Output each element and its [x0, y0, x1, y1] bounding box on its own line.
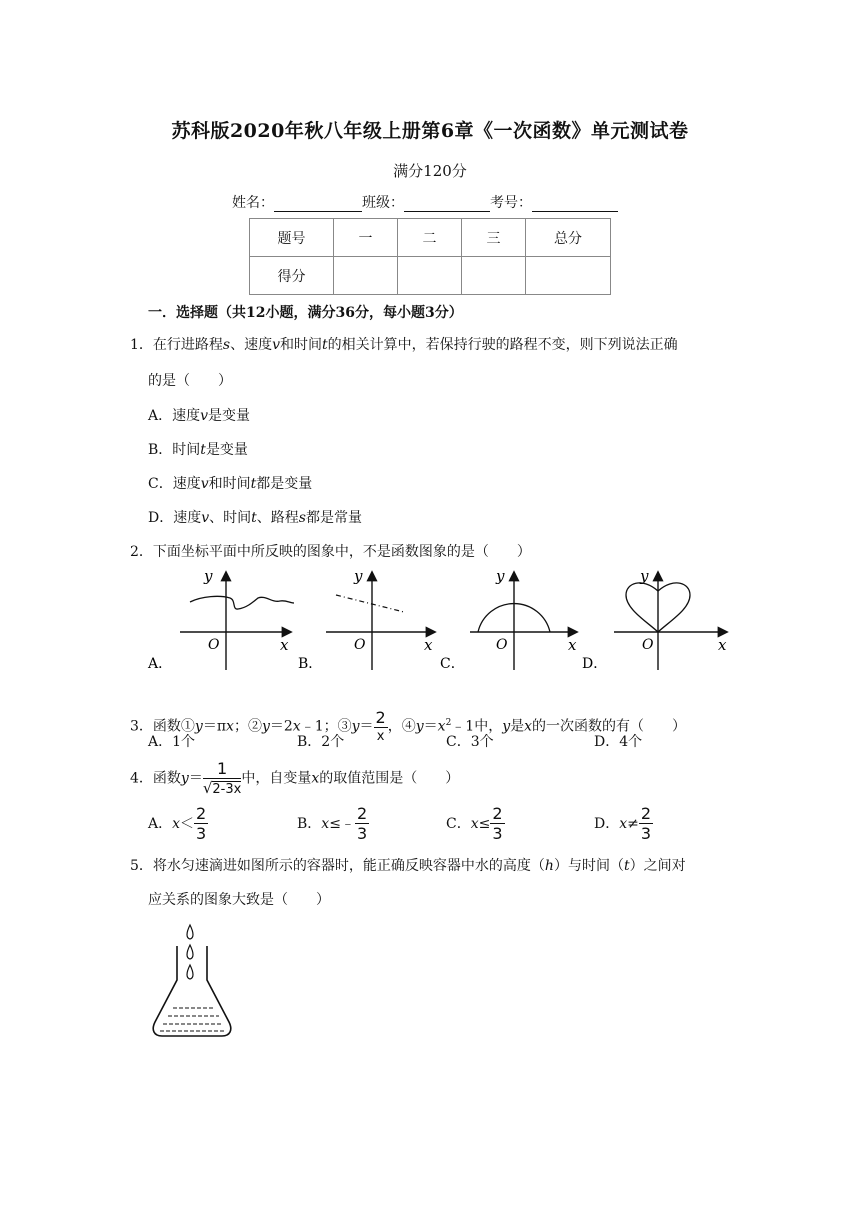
fraction: $\frac{2}{x}$ — [375, 708, 386, 744]
student-info — [232, 192, 618, 212]
graph-d[interactable] — [582, 567, 727, 672]
question-1-line2: 的是（ ） — [148, 373, 232, 389]
graph-d-label: D． — [582, 656, 608, 672]
q3-option-c[interactable]: C．3个 — [446, 734, 494, 750]
flask-outline — [153, 946, 231, 1036]
table-row — [250, 219, 611, 257]
name-blank[interactable] — [274, 197, 362, 212]
x-axis-label: x — [280, 636, 289, 654]
drop-icon — [187, 965, 193, 979]
flask-figure — [145, 920, 245, 1045]
graph-a[interactable] — [147, 567, 294, 672]
table-row — [250, 257, 611, 295]
q4-option-d[interactable]: D．x≠ $\frac{2}{3}$ — [594, 804, 652, 843]
section-heading: 一．选择题（共12小题，满分36分，每小题3分） — [148, 305, 463, 321]
q1-option-d[interactable]: D．速度v、时间t、路程s都是常量 — [148, 510, 362, 526]
question-5: 5．将水匀速滴进如图所示的容器时，能正确反映容器中水的高度（h）与时间（t）之间对 — [130, 858, 686, 874]
score-cell[interactable] — [462, 257, 526, 295]
x-axis-label: x — [718, 636, 727, 654]
question-1: 1．在行进路程s、速度v和时间t的相关计算中，若保持行驶的路程不变，则下列说法正确 — [130, 337, 678, 353]
score-cell[interactable] — [398, 257, 462, 295]
graph-b[interactable] — [298, 567, 434, 672]
graph-a-label: A． — [148, 656, 173, 672]
x-axis-label: x — [424, 636, 433, 654]
origin-label: O — [354, 637, 366, 653]
origin-label: O — [642, 637, 654, 653]
table-cell: 二 — [398, 219, 462, 257]
table-cell: 题号 — [250, 219, 334, 257]
score-cell[interactable] — [526, 257, 611, 295]
q3-option-d[interactable]: D．4个 — [594, 734, 643, 750]
x-axis-label: x — [568, 636, 577, 654]
y-axis-label: y — [204, 567, 213, 585]
fraction: $\frac{1}{√2-3x}$ — [202, 759, 242, 797]
page-title: 苏科版2020年秋八年级上册第6章《一次函数》单元测试卷 — [171, 120, 689, 142]
graph-c-label: C． — [440, 656, 465, 672]
drop-icon — [187, 925, 193, 939]
graph-c[interactable] — [440, 567, 577, 672]
table-cell: 三 — [462, 219, 526, 257]
question-5-line2: 应关系的图象大致是（ ） — [148, 892, 330, 908]
score-cell[interactable] — [334, 257, 398, 295]
y-axis-label: y — [354, 567, 363, 585]
q4-option-b[interactable]: B．x≤﹣ $\frac{2}{3}$ — [297, 804, 368, 843]
q1-option-b[interactable]: B．时间t是变量 — [148, 442, 248, 458]
q1-option-a[interactable]: A．速度v是变量 — [148, 408, 251, 424]
class-label: 班级： — [362, 195, 404, 211]
q1-option-c[interactable]: C．速度v和时间t都是变量 — [148, 476, 313, 492]
table-cell: 得分 — [250, 257, 334, 295]
q3-option-b[interactable]: B．2个 — [297, 734, 345, 750]
exam-no-blank[interactable] — [532, 197, 618, 212]
q2-graphs — [140, 565, 770, 675]
question-2: 2．下面坐标平面中所反映的图象中，不是函数图象的是（ ） — [130, 544, 531, 560]
question-4: 4．函数y＝ $\frac{1}{√2-3x}$ 中，自变量x的取值范围是（ ） — [130, 759, 460, 797]
name-label: 姓名： — [232, 195, 274, 211]
q4-option-c[interactable]: C．x≤ $\frac{2}{3}$ — [446, 804, 503, 843]
question-3: 3．函数①y＝πx；②y＝2x﹣1；③y＝ $\frac{2}{x}$ ，$④y=x^2﹣1$中，y是x的一次函数的有（ ） — [130, 708, 687, 744]
q3-option-a[interactable]: A．1个 — [148, 734, 196, 750]
score-table — [249, 218, 611, 295]
y-axis-label: y — [496, 567, 505, 585]
full-score: 满分120分 — [393, 162, 467, 180]
graph-b-label: B． — [298, 656, 323, 672]
y-axis-label: y — [640, 567, 649, 585]
q4-option-a[interactable]: A．x＜ $\frac{2}{3}$ — [148, 804, 207, 843]
drop-icon — [187, 945, 193, 959]
origin-label: O — [496, 637, 508, 653]
exam-no-label: 考号： — [490, 195, 532, 211]
origin-label: O — [208, 637, 220, 653]
table-cell: 总分 — [526, 219, 611, 257]
class-blank[interactable] — [404, 197, 490, 212]
table-cell: 一 — [334, 219, 398, 257]
